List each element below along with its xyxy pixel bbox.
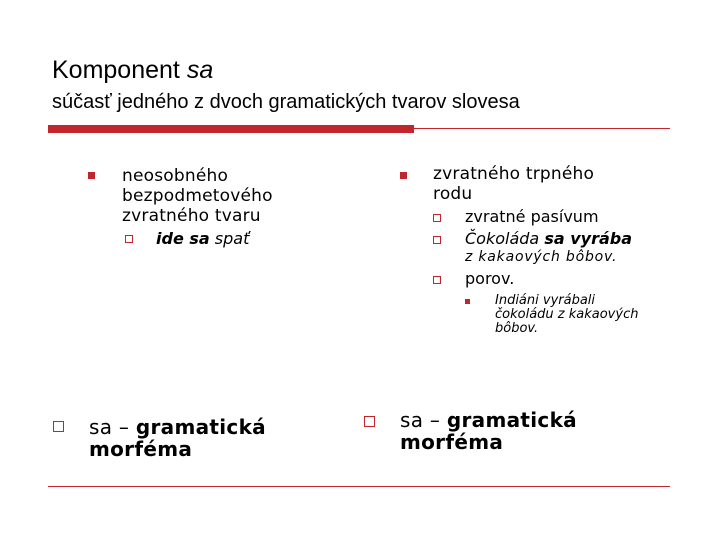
left-subitem-1: [156, 229, 249, 249]
right-subitem-2-line-2: z kakaových bôbov.: [465, 249, 618, 265]
bottom-right-line-2: [400, 431, 503, 453]
right-subitem-1: zvratné pasívum: [465, 207, 599, 226]
right-subitem-2-italic: Čokoláda: [465, 229, 545, 248]
bottom-right-bold-1: gramatická: [446, 408, 577, 432]
bullet-hollow-square-icon: [53, 421, 64, 432]
title-main: Komponent: [52, 56, 180, 84]
bottom-left-line-1: [89, 416, 266, 438]
right-subsubitem-line-3: bôbov.: [495, 321, 539, 336]
bullet-hollow-square-icon: [433, 276, 441, 284]
left-item-1-line-3: zvratného tvaru: [122, 206, 261, 226]
bullet-hollow-square-icon: [433, 214, 441, 222]
title-divider-thin: [414, 128, 670, 129]
left-subitem-bold: ide sa: [156, 229, 210, 248]
right-subitem-3: porov.: [465, 269, 515, 288]
bullet-square-icon: [88, 172, 95, 179]
bottom-right-line-1: [400, 409, 577, 431]
title-italic: sa: [186, 56, 214, 84]
bottom-left-prefix: sa –: [89, 415, 136, 439]
right-item-1-line-1: zvratného trpného: [433, 164, 595, 184]
bullet-square-small-icon: [465, 299, 470, 304]
slide-subtitle: súčasť jedného z dvoch gramatických tvarov slovesa: [52, 91, 520, 113]
bottom-left-bold-2: morféma: [89, 437, 193, 461]
right-subsubitem-line-1: Indiáni vyrábali: [495, 293, 596, 308]
title-divider-thick: [48, 125, 414, 133]
bullet-hollow-square-icon: [433, 236, 441, 244]
bottom-right-bold-2: morféma: [400, 430, 504, 454]
right-item-1-line-2: rodu: [433, 184, 473, 204]
bottom-right-prefix: sa –: [400, 408, 447, 432]
left-item-1-line-1: neosobného: [122, 166, 229, 186]
left-item-1-line-2: bezpodmetového: [122, 186, 273, 206]
bottom-left-line-2: [89, 438, 192, 460]
bullet-hollow-square-icon: [125, 235, 133, 243]
bullet-hollow-square-icon: [364, 416, 375, 427]
right-subitem-2-bold: sa vyrába: [544, 229, 632, 248]
bullet-square-icon: [400, 172, 407, 179]
slide-title: [52, 56, 213, 85]
bottom-left-bold-1: gramatická: [135, 415, 266, 439]
left-subitem-italic: spať: [209, 229, 250, 248]
right-subitem-2-line-1: [465, 229, 632, 249]
footer-divider: [48, 486, 670, 487]
right-subsubitem-line-2: čokoládu z kakaových: [495, 307, 639, 322]
